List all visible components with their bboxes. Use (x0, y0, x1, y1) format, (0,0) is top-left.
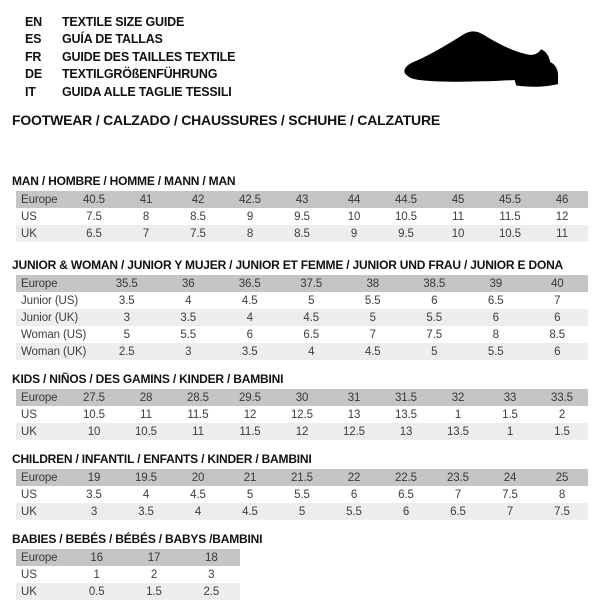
size-header-row (16, 275, 588, 292)
size-value-cell: 29.5 (239, 391, 261, 404)
size-value-cell: 43 (295, 193, 309, 206)
size-value-cell: 3 (123, 311, 130, 324)
row-label: US (21, 210, 37, 223)
size-value-cell: 11.5 (239, 425, 261, 438)
row-label: Junior (UK) (21, 311, 79, 324)
size-value-cell: 6 (554, 311, 561, 324)
size-value-cell: 7.5 (554, 505, 570, 518)
size-value-cell: 5 (298, 505, 306, 518)
size-value-cell: 42.5 (239, 193, 261, 206)
size-value-cell: 10 (451, 227, 465, 240)
size-value-cell: 5 (123, 328, 130, 341)
size-value-cell: 4 (308, 345, 315, 358)
size-value-cell: 13.5 (395, 408, 417, 421)
size-header-row (16, 191, 588, 208)
size-value-cell: 1.5 (146, 585, 162, 598)
size-value-cell: 20 (191, 471, 205, 484)
size-value-cell: 19 (87, 471, 101, 484)
size-value-cell: 3.5 (138, 505, 154, 518)
size-value-cell: 1.5 (554, 425, 570, 438)
section-title-children: CHILDREN / INFANTIL / ENFANTS / KINDER / BAMBINI (12, 452, 312, 466)
size-value-cell: 5.5 (364, 294, 381, 307)
size-value-cell: 3.5 (118, 294, 135, 307)
size-value-cell: 6 (492, 311, 499, 324)
size-value-cell: 8 (246, 227, 254, 240)
size-value-cell: 12 (243, 408, 257, 421)
size-value-cell: 39 (489, 277, 503, 290)
size-value-cell: 10.5 (135, 425, 157, 438)
size-value-cell: 38 (366, 277, 380, 290)
size-value-cell: 7.5 (86, 210, 102, 223)
row-label: UK (21, 585, 37, 598)
size-header-row (16, 469, 588, 486)
size-value-cell: 18 (205, 551, 218, 564)
row-label: US (21, 568, 37, 581)
size-value-cell: 40.5 (83, 193, 105, 206)
section-title-junior-woman: JUNIOR & WOMAN / JUNIOR Y MUJER / JUNIOR ET FEMME / JUNIOR UND FRAU / JUNIOR E DONA (12, 258, 564, 272)
section-children (12, 452, 588, 520)
size-value-cell: 8 (142, 210, 150, 223)
size-value-cell: 2.5 (118, 345, 135, 358)
size-value-cell: 37.5 (300, 277, 323, 290)
size-value-cell: 4.5 (190, 488, 206, 501)
size-value-cell: 6.5 (450, 505, 466, 518)
size-value-cell: 12.5 (343, 425, 365, 438)
size-value-cell: 9.5 (398, 227, 414, 240)
size-value-cell: 10.5 (83, 408, 105, 421)
size-value-cell: 44 (347, 193, 361, 206)
size-value-cell: 12 (295, 425, 309, 438)
size-value-cell: 11.5 (187, 408, 209, 421)
size-value-cell: 42 (191, 193, 205, 206)
size-value-cell: 2.5 (203, 585, 220, 598)
size-value-cell: 19.5 (135, 471, 157, 484)
size-value-cell: 4 (142, 488, 150, 501)
size-value-cell: 3.5 (241, 345, 258, 358)
junior-woman-size-table (16, 275, 588, 360)
row-label: Europe (21, 471, 58, 484)
size-value-cell: 6.5 (303, 328, 320, 341)
size-value-cell: 11.5 (499, 210, 521, 223)
language-title: GUIDE DES TAILLES TEXTILE (62, 49, 236, 64)
size-value-cell: 10.5 (499, 227, 521, 240)
size-row (16, 566, 240, 583)
size-row (16, 326, 588, 343)
size-value-cell: 6 (246, 328, 253, 341)
size-value-cell: 45 (451, 193, 465, 206)
size-value-cell: 4.5 (364, 345, 381, 358)
size-value-cell: 5.5 (294, 488, 310, 501)
size-row (16, 486, 588, 503)
size-value-cell: 23.5 (447, 471, 469, 484)
size-header-row (16, 389, 588, 406)
language-code: EN (25, 15, 42, 29)
size-value-cell: 17 (147, 551, 161, 564)
size-value-cell: 3.5 (180, 311, 197, 324)
size-value-cell: 1.5 (502, 408, 518, 421)
size-value-cell: 36 (181, 277, 195, 290)
size-row (16, 208, 588, 225)
language-title: GUIDA ALLE TAGLIE TESSILI (62, 84, 232, 99)
size-value-cell: 32 (451, 391, 465, 404)
size-value-cell: 31.5 (395, 391, 417, 404)
size-value-cell: 44.5 (395, 193, 417, 206)
size-value-cell: 40 (550, 277, 564, 290)
size-value-cell: 9 (246, 210, 254, 223)
size-value-cell: 27.5 (83, 391, 105, 404)
size-value-cell: 8.5 (190, 210, 206, 223)
size-value-cell: 7.5 (190, 227, 206, 240)
header (0, 0, 600, 101)
row-label: US (21, 408, 37, 421)
section-junior-woman (12, 258, 588, 360)
size-value-cell: 4 (246, 311, 253, 324)
size-value-cell: 10 (87, 425, 101, 438)
row-label: Europe (21, 277, 58, 290)
row-label: UK (21, 425, 37, 438)
section-title-kids: KIDS / NIÑOS / DES GAMINS / KINDER / BAMBINI (12, 372, 284, 386)
language-row-en (25, 14, 600, 31)
kids-size-table (16, 389, 588, 440)
section-title-babies: BABIES / BEBÉS / BÉBÉS / BABYS /BAMBINI (12, 532, 263, 546)
size-value-cell: 10.5 (395, 210, 417, 223)
size-value-cell: 0.5 (88, 585, 105, 598)
size-value-cell: 8 (492, 328, 499, 341)
language-title: TEXTILGRÖßENFÜHRUNG (62, 67, 218, 82)
size-value-cell: 28 (139, 391, 153, 404)
row-label: Europe (21, 391, 58, 404)
size-value-cell: 45.5 (499, 193, 521, 206)
size-value-cell: 36.5 (238, 277, 261, 290)
size-value-cell: 5.5 (487, 345, 504, 358)
size-value-cell: 4.5 (242, 505, 258, 518)
row-label: Europe (21, 193, 58, 206)
size-value-cell: 11 (452, 210, 464, 223)
man-size-table (16, 191, 588, 242)
size-value-cell: 5 (431, 345, 438, 358)
size-value-cell: 21 (243, 471, 257, 484)
size-row (16, 503, 588, 520)
size-value-cell: 1 (454, 408, 462, 421)
section-man (12, 174, 588, 242)
size-value-cell: 9.5 (294, 210, 310, 223)
language-title: GUÍA DE TALLAS (62, 32, 163, 47)
size-value-cell: 6 (431, 294, 438, 307)
category-heading: FOOTWEAR / CALZADO / CHAUSSURES / SCHUHE / CALZATURE (12, 112, 441, 128)
size-value-cell: 13.5 (447, 425, 469, 438)
section-title-man: MAN / HOMBRE / HOMME / MANN / MAN (12, 174, 236, 188)
size-value-cell: 46 (555, 193, 569, 206)
size-value-cell: 8.5 (549, 328, 566, 341)
size-value-cell: 33 (503, 391, 517, 404)
size-row (16, 423, 588, 440)
size-value-cell: 7.5 (426, 328, 443, 341)
size-value-cell: 22.5 (395, 471, 417, 484)
size-value-cell: 6.5 (398, 488, 414, 501)
size-value-cell: 35.5 (115, 277, 138, 290)
size-value-cell: 41 (139, 193, 153, 206)
size-value-cell: 11 (556, 227, 568, 240)
size-value-cell: 6.5 (86, 227, 102, 240)
size-value-cell: 7 (454, 488, 462, 501)
row-label: Woman (UK) (21, 345, 87, 358)
size-value-cell: 12 (555, 210, 569, 223)
section-babies (12, 532, 588, 600)
size-value-cell: 28.5 (187, 391, 209, 404)
size-row (16, 343, 588, 360)
row-label: US (21, 488, 37, 501)
size-value-cell: 1 (506, 425, 514, 438)
row-label: UK (21, 505, 37, 518)
size-row (16, 309, 588, 326)
size-value-cell: 5 (369, 311, 376, 324)
size-value-cell: 6 (350, 488, 358, 501)
size-value-cell: 8.5 (294, 227, 310, 240)
size-value-cell: 1 (93, 568, 100, 581)
size-value-cell: 6 (402, 505, 410, 518)
language-code: DE (25, 67, 42, 82)
size-value-cell: 13 (399, 425, 413, 438)
size-value-cell: 8 (558, 488, 566, 501)
babies-size-table (16, 549, 240, 600)
size-value-cell: 5 (308, 294, 315, 307)
size-row (16, 292, 588, 309)
size-value-cell: 3 (90, 505, 98, 518)
size-value-cell: 5 (246, 488, 254, 501)
size-value-cell: 6 (554, 345, 561, 358)
size-header-row (16, 549, 240, 566)
size-value-cell: 11 (192, 425, 204, 438)
language-code: ES (25, 32, 42, 47)
size-row (16, 583, 240, 600)
size-value-cell: 10 (347, 210, 361, 223)
size-value-cell: 2 (558, 408, 566, 421)
children-size-table (16, 469, 588, 520)
size-value-cell: 38.5 (423, 277, 446, 290)
size-value-cell: 31 (347, 391, 361, 404)
size-value-cell: 4.5 (303, 311, 320, 324)
row-label: Junior (US) (21, 294, 79, 307)
size-value-cell: 4.5 (241, 294, 258, 307)
size-value-cell: 21.5 (291, 471, 313, 484)
size-value-cell: 7 (506, 505, 514, 518)
size-value-cell: 7.5 (502, 488, 518, 501)
size-value-cell: 3 (208, 568, 215, 581)
size-value-cell: 22 (347, 471, 361, 484)
dress-shoe-icon (398, 30, 576, 96)
row-label: Europe (21, 551, 58, 564)
size-value-cell: 13 (347, 408, 361, 421)
size-value-cell: 9 (350, 227, 358, 240)
row-label: UK (21, 227, 37, 240)
size-value-cell: 5.5 (346, 505, 362, 518)
size-value-cell: 30 (295, 391, 309, 404)
size-value-cell: 7 (142, 227, 150, 240)
size-value-cell: 5.5 (180, 328, 197, 341)
size-row (16, 406, 588, 423)
size-value-cell: 33.5 (551, 391, 573, 404)
size-value-cell: 4 (185, 294, 192, 307)
size-value-cell: 12.5 (291, 408, 313, 421)
size-value-cell: 5.5 (426, 311, 443, 324)
row-label: Woman (US) (21, 328, 87, 341)
size-row (16, 225, 588, 242)
size-value-cell: 7 (369, 328, 376, 341)
size-value-cell: 6.5 (487, 294, 504, 307)
size-value-cell: 2 (150, 568, 158, 581)
size-value-cell: 11 (140, 408, 152, 421)
section-kids (12, 372, 588, 440)
size-value-cell: 3.5 (86, 488, 102, 501)
language-title: TEXTILE SIZE GUIDE (62, 15, 185, 29)
language-code: FR (25, 49, 42, 64)
language-code: IT (25, 84, 36, 99)
size-value-cell: 24 (503, 471, 517, 484)
size-value-cell: 7 (554, 294, 561, 307)
size-value-cell: 16 (90, 551, 103, 564)
size-value-cell: 4 (194, 505, 202, 518)
size-value-cell: 3 (185, 345, 192, 358)
size-value-cell: 25 (555, 471, 569, 484)
